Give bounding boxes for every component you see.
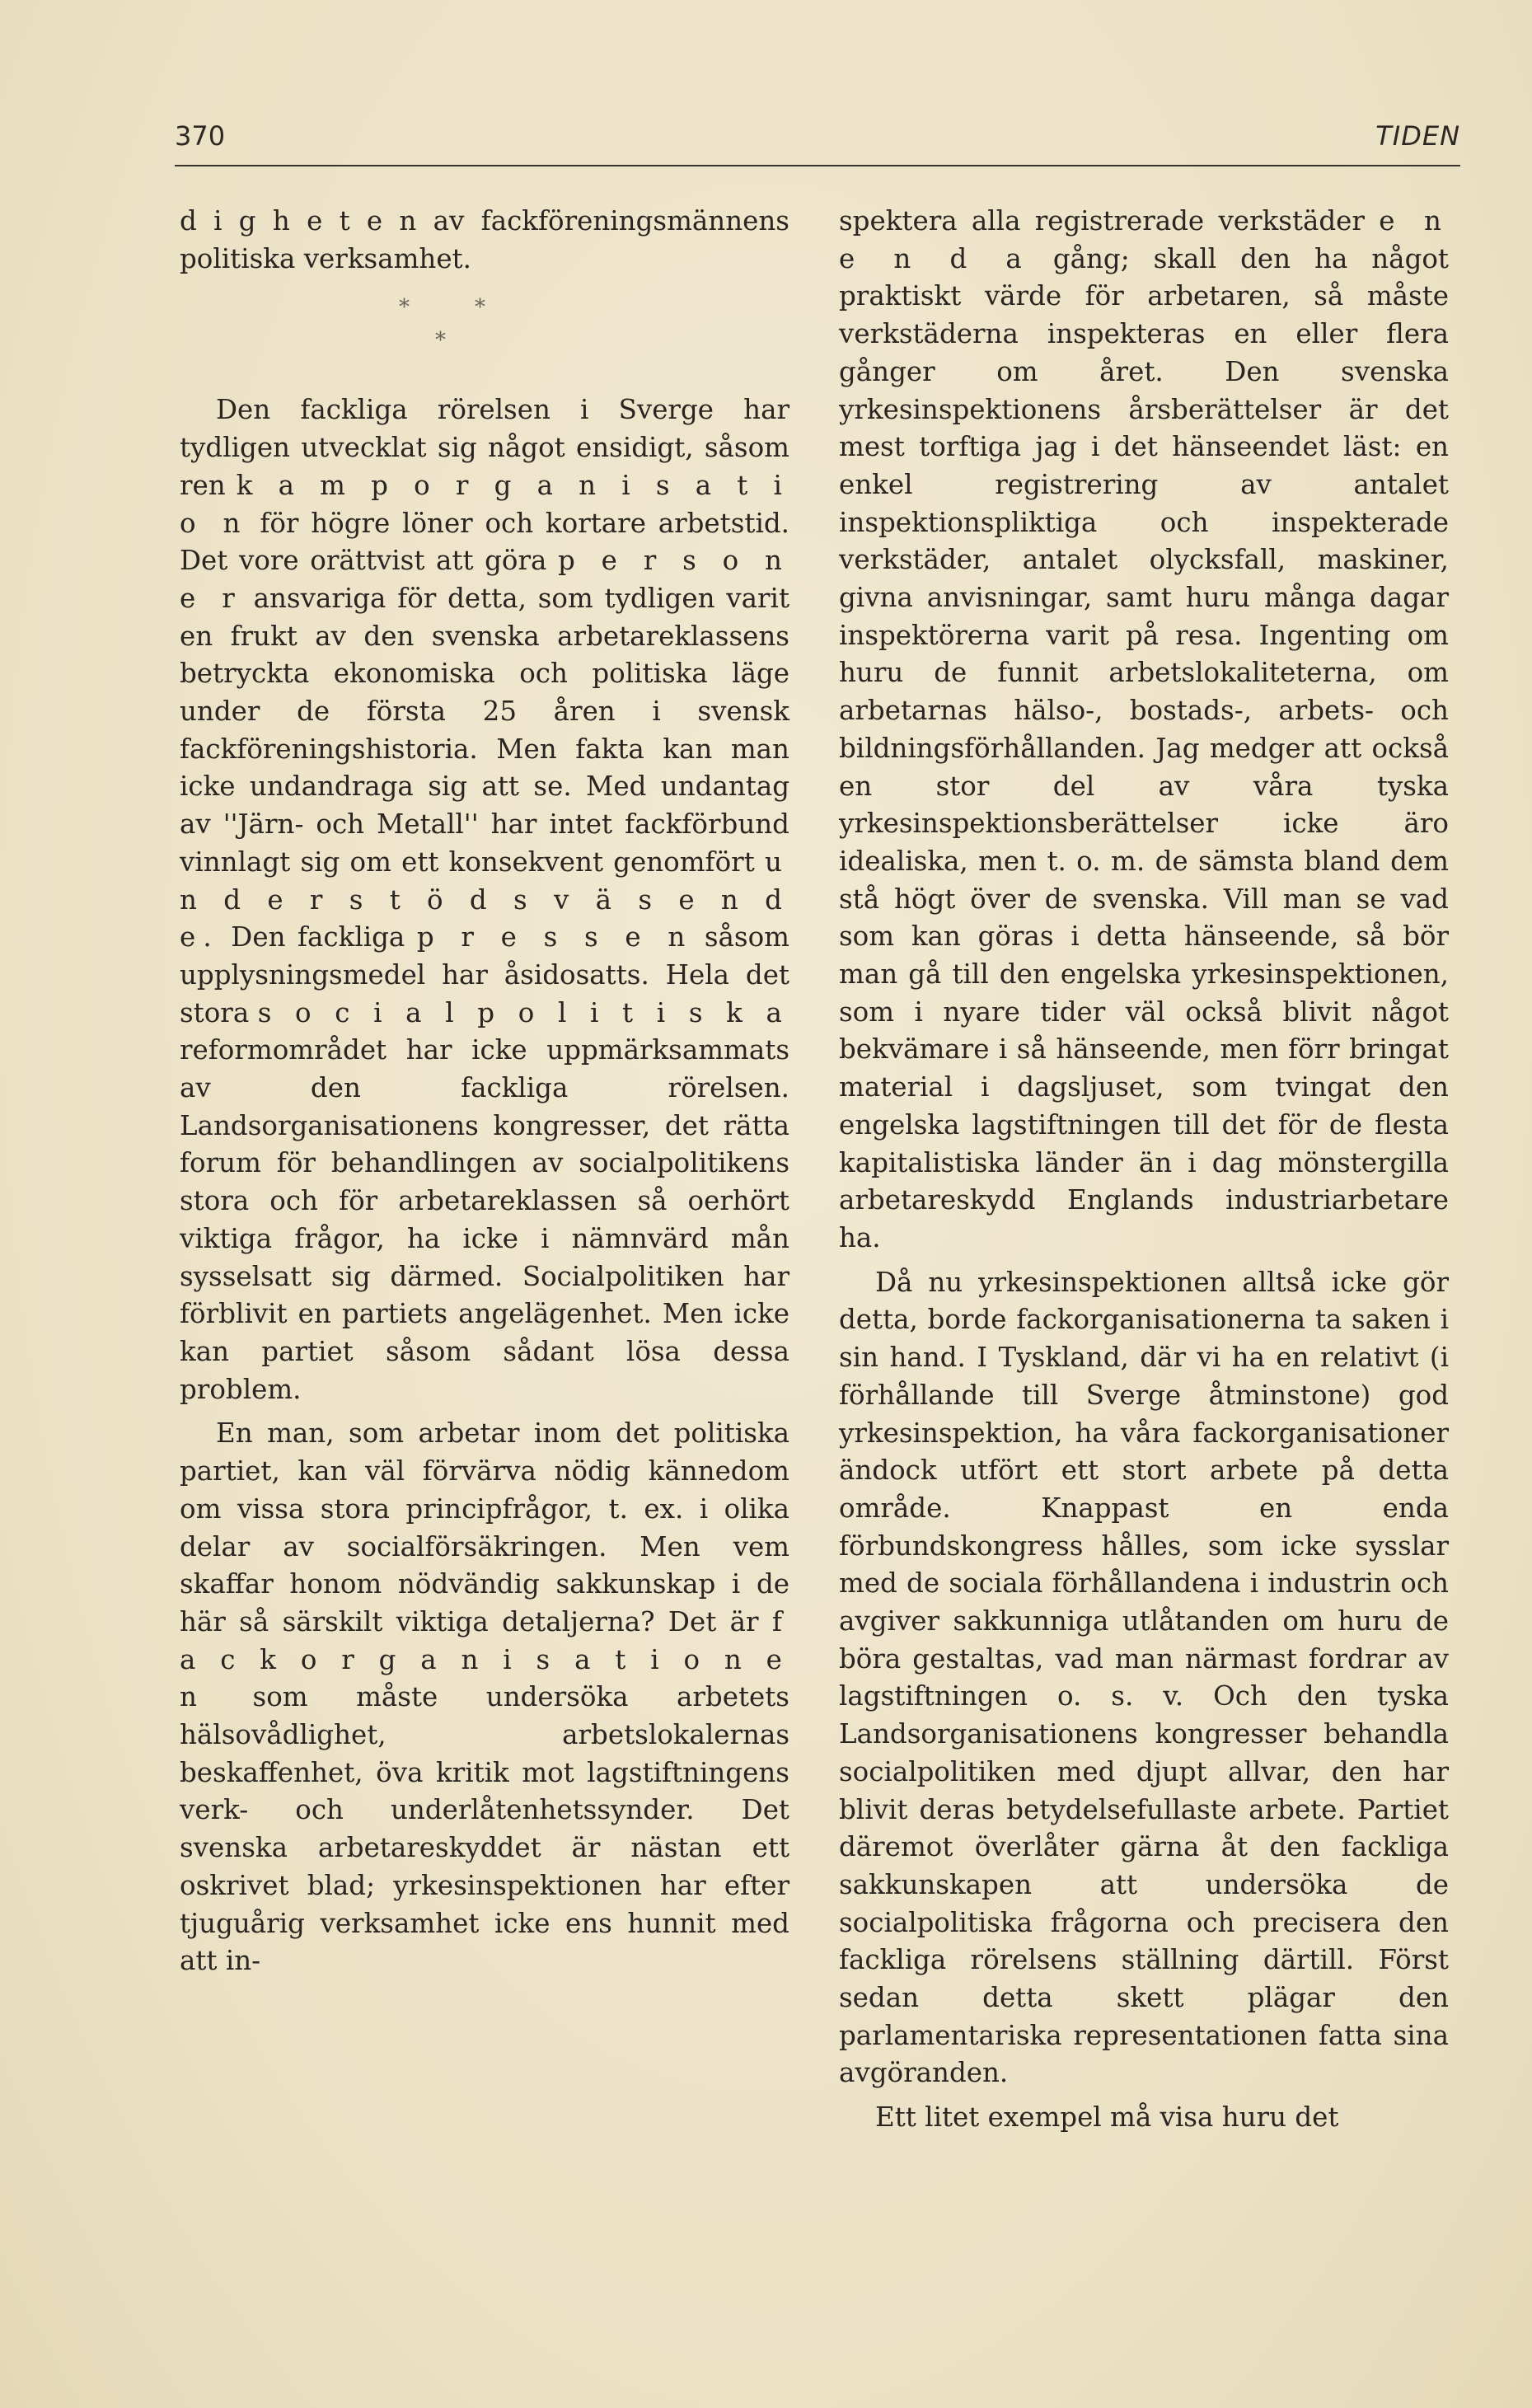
spaced-emphasis: k a m p o r g a n i s a t i o n	[180, 469, 789, 539]
spaced-emphasis: f a c k o r g a n i s a t i o n e n	[180, 1605, 789, 1713]
spaced-emphasis: u n d e r s t ö d s v ä s e n d e.	[180, 846, 789, 953]
right-column	[839, 203, 1449, 2137]
text-run: spektera alla registrerade verkstäder	[839, 205, 1380, 237]
left-column	[180, 203, 789, 1980]
paragraph: Då nu yrkesinspektionen alltså icke gör detta, borde fackorganisationerna ta saken i sin hand. I Tyskland, där vi ha en relativt (i förhållande till Sverge åtminstone) god yrkesinspektion, ha våra fackorganisationer ändock utfört ett stort arbete på detta område. Knappast en enda förbundskongress hålles, som icke sysslar med de sociala förhållandena i industrin och avgiver sakkunniga utlåtanden om huru de böra gestaltas, vad man närmast fordrar av lagstiftningen o. s. v. Och den tyska Landsorganisationens kongresser behandla socialpolitiken med djupt allvar, den har blivit deras betydelsefullaste arbete. Partiet däremot överlåter gärna åt den fackliga sakkunskapen att undersöka de socialpolitiska frågorna och precisera den fackliga rörelsens ställning därtill. Först sedan detta skett plägar den parlamentariska representationen fatta sina avgöranden.	[839, 1266, 1449, 2089]
text-run: för högre löner och kortare arbetstid. Det vore orättvist att göra	[180, 507, 789, 577]
page-header	[175, 115, 1460, 166]
page-number: 370	[175, 120, 226, 152]
separator-star: *	[435, 328, 446, 354]
spaced-emphasis: e n e n d a	[839, 205, 1450, 274]
text-run: En man, som arbetar inom det politiska partiet, kan väl förvärva nödig kännedom om vissa stora principfrågor, t. ex. i olika delar av socialförsäkringen. Men vem skaffar honom nödvändig sakkunskap i de här så särskilt viktiga detaljerna? Det är	[180, 1417, 789, 1637]
text-run: såsom upplysningsmedel har åsidosatts. Hela det stora	[180, 921, 789, 1028]
separator-star: *	[399, 295, 410, 321]
text-run: ansvariga för detta, som tydligen varit en frukt av den svenska arbetareklassens betryckta ekonomiska och politiska läge under de första 25 åren i svensk fackföreningshistoria. Men fakta kan man icke undandraga sig att se. Med undantag av ''Järn- och Metall'' har intet fackförbund vinnlagt sig om ett konsekvent genomfört	[180, 582, 790, 878]
paragraph-continued	[180, 203, 789, 278]
text-run: gång; skall den ha något praktiskt värde för arbetaren, så måste verkstäderna inspekteras en eller flera gånger om året. Den svenska yrkesinspektionens årsberättelser är det mest torftiga jag i det hänseendet läst: en enkel registrering av antalet inspektionspliktiga och inspekterade verkstäder, antalet olycksfall, maskiner, givna anvisningar, samt huru många dagar inspektörerna varit på resa. Ingenting om huru de funnit arbetslokaliteterna, om arbetarnas hälso-, bostads-, arbets- och bildningsförhållanden. Jag medger att också en stor del av våra tyska yrkesinspektionsberättelser icke äro idealiska, men t. o. m. de sämsta bland dem stå högt över de svenska. Vill man se vad som kan göras i detta hänseende, så bör man gå till den engelska yrkesinspektionen, som i nyare tider väl också blivit något bekvämare i så hänseende, men förr bringat material i dagsljuset, som tvingat den engelska lagstiftningen till det för de flesta kapitalistiska länder än i dag mönstergilla arbetareskydd Englands industriarbetare ha.	[839, 242, 1449, 1253]
separator-star: *	[475, 295, 485, 321]
paragraph-continued	[839, 203, 1449, 1258]
spaced-emphasis: p e r s o n e r	[180, 545, 789, 614]
text-run: reformområdet har icke uppmärksammats av den fackliga rörelsen. Landsorganisationens kongresser, det rätta forum för behandlingen av socialpolitikens stora och för arbetareklassen så oerhört viktiga frågor, ha icke i nämnvärd mån sysselsatt sig därmed. Socialpolitiken har förblivit en partiets angelägenhet. Men icke kan partiet såsom sådant lösa dessa problem.	[180, 1034, 789, 1405]
text-run: som måste undersöka arbetets hälsovådlighet, arbetslokalernas beskaffenhet, öva kritik mot lagstiftningens verk- och underlåtenhetssynder. Det svenska arbetareskyddet är nästan ett oskrivet blad; yrkesinspektionen har efter tjuguårig verksamhet icke ens hunnit med att in-	[180, 1681, 789, 1977]
text-run: Den fackliga rörelsen i Sverge har tydligen utvecklat sig något ensidigt, såsom ren	[180, 394, 789, 501]
paragraph	[180, 1415, 789, 1980]
spaced-emphasis: d i g h e t e n	[180, 205, 417, 237]
spaced-emphasis: p r e s s e n	[416, 921, 693, 953]
paragraph	[180, 391, 789, 1408]
text-run: Den fackliga	[218, 921, 417, 953]
running-title: TIDEN	[1375, 120, 1460, 152]
text-run: av fackföreningsmännens politiska verksamhet.	[180, 205, 789, 274]
spaced-emphasis: s o c i a l p o l i t i s k a	[257, 996, 789, 1028]
section-separator	[180, 278, 789, 391]
paragraph: Ett litet exempel må visa huru det	[875, 2101, 1339, 2134]
